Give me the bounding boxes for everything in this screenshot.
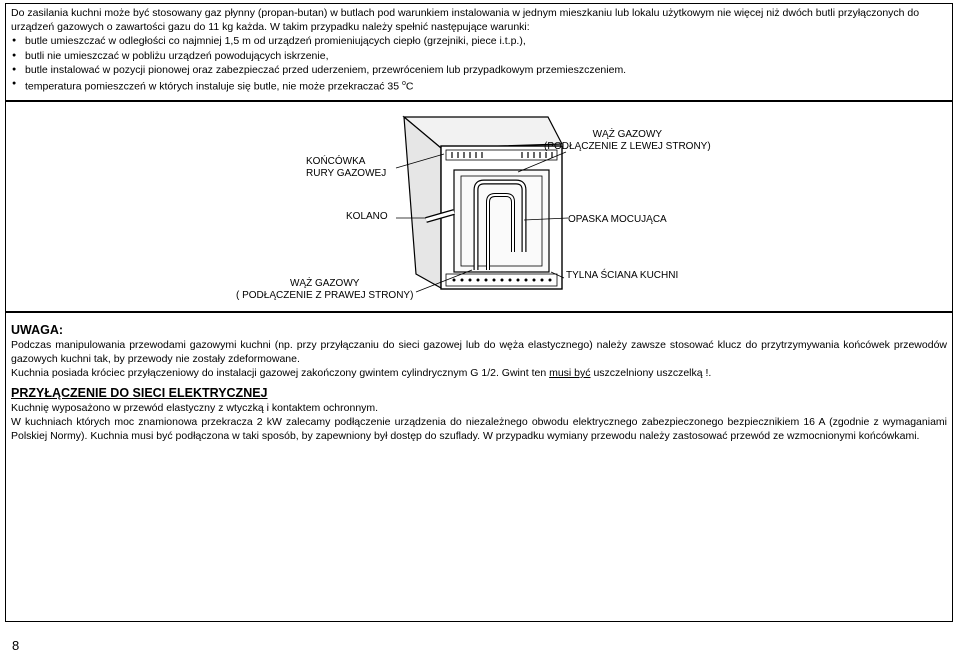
left-hose-label: WĄŻ GAZOWY (PODŁĄCZENIE Z LEWEJ STRONY) <box>544 129 711 152</box>
back-wall-label: TYLNA ŚCIANA KUCHNI <box>566 270 679 281</box>
page-number: 8 <box>12 638 20 653</box>
temperature-text: temperatura pomieszczeń w których instaluje się butle, nie może przekraczać 35 <box>25 80 403 93</box>
notes-section <box>5 312 953 622</box>
pipe-end-label: KOŃCÓWKA RURY GAZOWEJ <box>306 156 387 179</box>
condition-item: ● butle umieszczać w odległości co najmniej 1,5 m od urządzeń promieniujących ciepło (grzejniki, piece i.t.p.), <box>11 34 947 48</box>
connection-diagram-section <box>5 101 953 312</box>
conditions-list <box>11 34 947 93</box>
condition-item: ● butli nie umieszczać w pobliżu urządzeń powodujących iskrzenie, <box>11 49 947 63</box>
condition-item-temperature <box>11 77 947 94</box>
warning-title: UWAGA: <box>11 323 64 337</box>
clamp-label: OPASKA MOCUJĄCA <box>568 214 667 225</box>
back-inner-panel <box>454 170 549 272</box>
warning-text: Podczas manipulowania przewodami gazowymi kuchni (np. przy przyłączaniu do sieci gazowej lub do węża elastycznego) należy zawsze stosować klucz do przytrzymywania końcówek przewodów gazowych kuchni tak, by przewody nie zostały zdeformowane. <box>11 339 947 365</box>
fitting-text: Kuchnia posiada króciec przyłączeniowy do instalacji gazowej zakończony gwintem cylindrycznym G 1/2. Gwint ten musi być uszczelniony uszczelką !. <box>11 367 712 379</box>
gas-bottle-section <box>5 3 953 101</box>
elbow-label: KOLANO <box>346 211 388 222</box>
electric-title: PRZYŁĄCZENIE DO SIECI ELEKTRYCZNEJ <box>11 386 268 400</box>
degree-sign: o <box>402 80 406 88</box>
must-be-emphasis: musi być <box>549 367 591 379</box>
condition-item: ● butle instalować w pozycji pionowej oraz zabezpieczać przed uderzeniem, przewróceniem lub przypadkowym przemieszczeniem. <box>11 63 947 77</box>
cooker-back-illustration <box>6 102 952 311</box>
electric-circuit-text: W kuchniach których moc znamionowa przekracza 2 kW zalecamy podłączenie urządzenia do niezależnego obwodu elektrycznego zabezpieczonego bezpiecznikiem 16 A (zgodnie z wymaganiami Polskiej Normy). Kuchnia musi być podłączona w taki sposób, by zapewniony był dostęp do szuflady. W przypadku wymiany przewodu należy zastosować przewód ze wzmocnionymi końcówkami. <box>11 416 947 442</box>
electric-cable-text: Kuchnię wyposażono w przewód elastyczny z wtyczką i kontaktem ochronnym. <box>11 402 379 414</box>
right-hose-label: WĄŻ GAZOWY ( PODŁĄCZENIE Z PRAWEJ STRONY) <box>236 278 414 301</box>
intro-paragraph: Do zasilania kuchni może być stosowany gaz płynny (propan-butan) w butlach pod warunkiem instalowania w jednym mieszkaniu lub lokalu użytkowym nie więcej niż dwóch butli przyłączonych do urządzeń gazowych o zawartości gazu do 11 kg każda. W takim przypadku należy spełnić następujące warunki: <box>11 7 920 34</box>
cooker-side-panel <box>404 117 441 288</box>
temperature-unit: C <box>405 80 414 93</box>
